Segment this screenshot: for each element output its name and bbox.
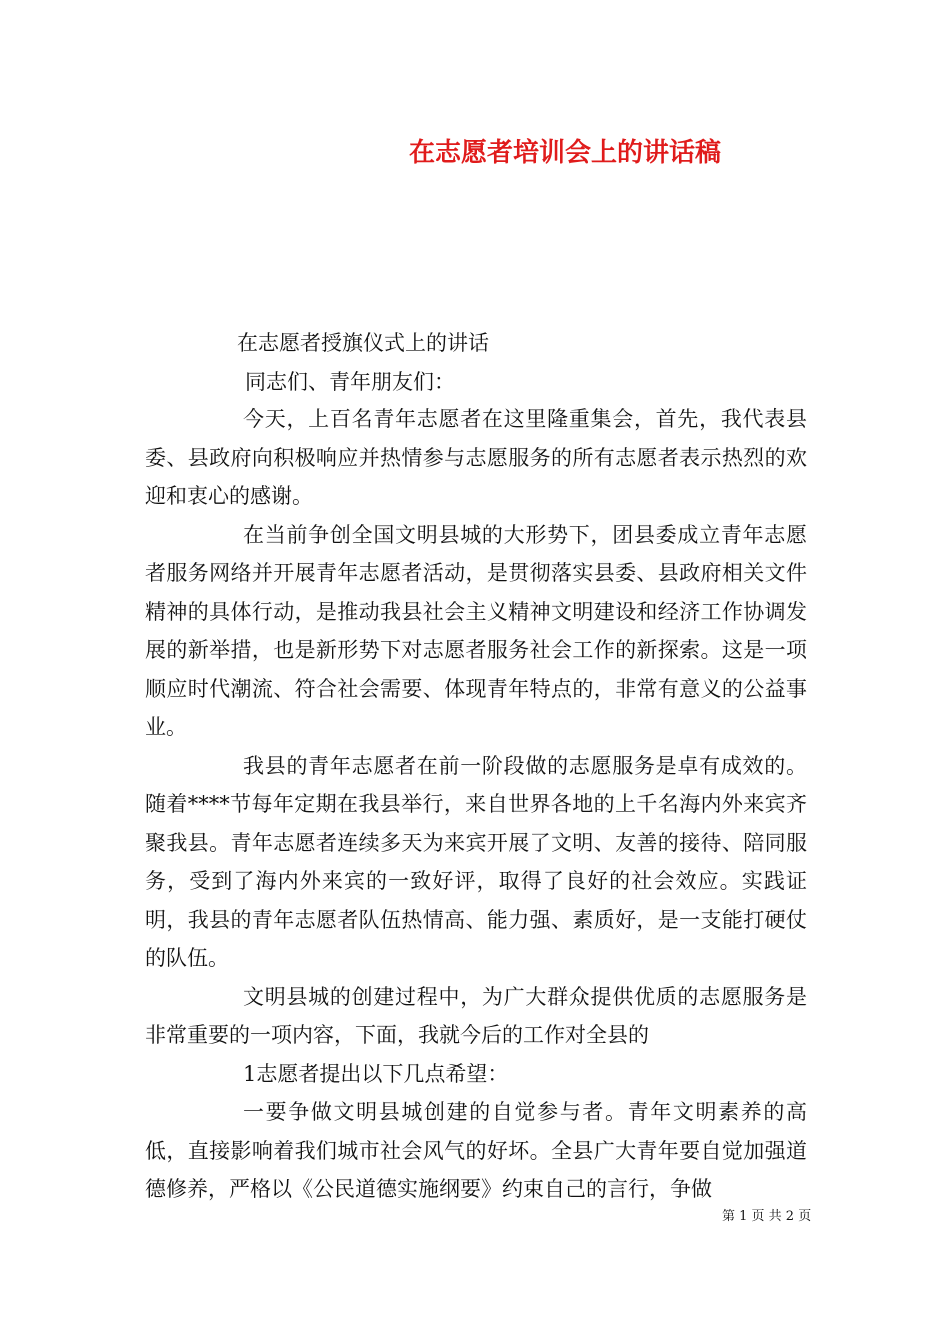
page-number-footer: 第 1 页 共 2 页: [722, 1209, 812, 1224]
paragraph: 文明县城的创建过程中，为广大群众提供优质的志愿服务是非常重要的一项内容，下面，我就今后的工作对全县的: [145, 984, 807, 1047]
body-text: [145, 400, 807, 1209]
document-title: 在志愿者培训会上的讲话稿: [408, 138, 721, 168]
paragraph: 1志愿者提出以下几点希望：: [243, 1061, 509, 1086]
paragraph: 我县的青年志愿者在前一阶段做的志愿服务是卓有成效的。随着****节每年定期在我县举行，来自世界各地的上千名海内外来宾齐聚我县。青年志愿者连续多天为来宾开展了文明、友善的接待、陪同服务，受到了海内外来宾的一致好评，取得了良好的社会效应。实践证明，我县的青年志愿者队伍热情高、能力强、素质好，是一支能打硬仗的队伍。: [145, 753, 807, 970]
paragraph: 今天，上百名青年志愿者在这里隆重集会，首先，我代表县委、县政府向积极响应并热情参与志愿服务的所有志愿者表示热烈的欢迎和衷心的感谢。: [145, 407, 807, 508]
paragraph: 一要争做文明县城创建的自觉参与者。青年文明素养的高低，直接影响着我们城市社会风气的好坏。全县广大青年要自觉加强道德修养，严格以《公民道德实施纲要》约束自己的言行，争做: [145, 1100, 807, 1201]
speech-subtitle: 在志愿者授旗仪式上的讲话: [237, 331, 489, 355]
paragraph: 在当前争创全国文明县城的大形势下，团县委成立青年志愿者服务网络并开展青年志愿者活动，是贯彻落实县委、县政府相关文件精神的具体行动，是推动我县社会主义精神文明建设和经济工作协调发展的新举措，也是新形势下对志愿者服务社会工作的新探索。这是一项顺应时代潮流、符合社会需要、体现青年特点的，非常有意义的公益事业。: [145, 522, 807, 739]
salutation: 同志们、青年朋友们：: [245, 370, 455, 394]
